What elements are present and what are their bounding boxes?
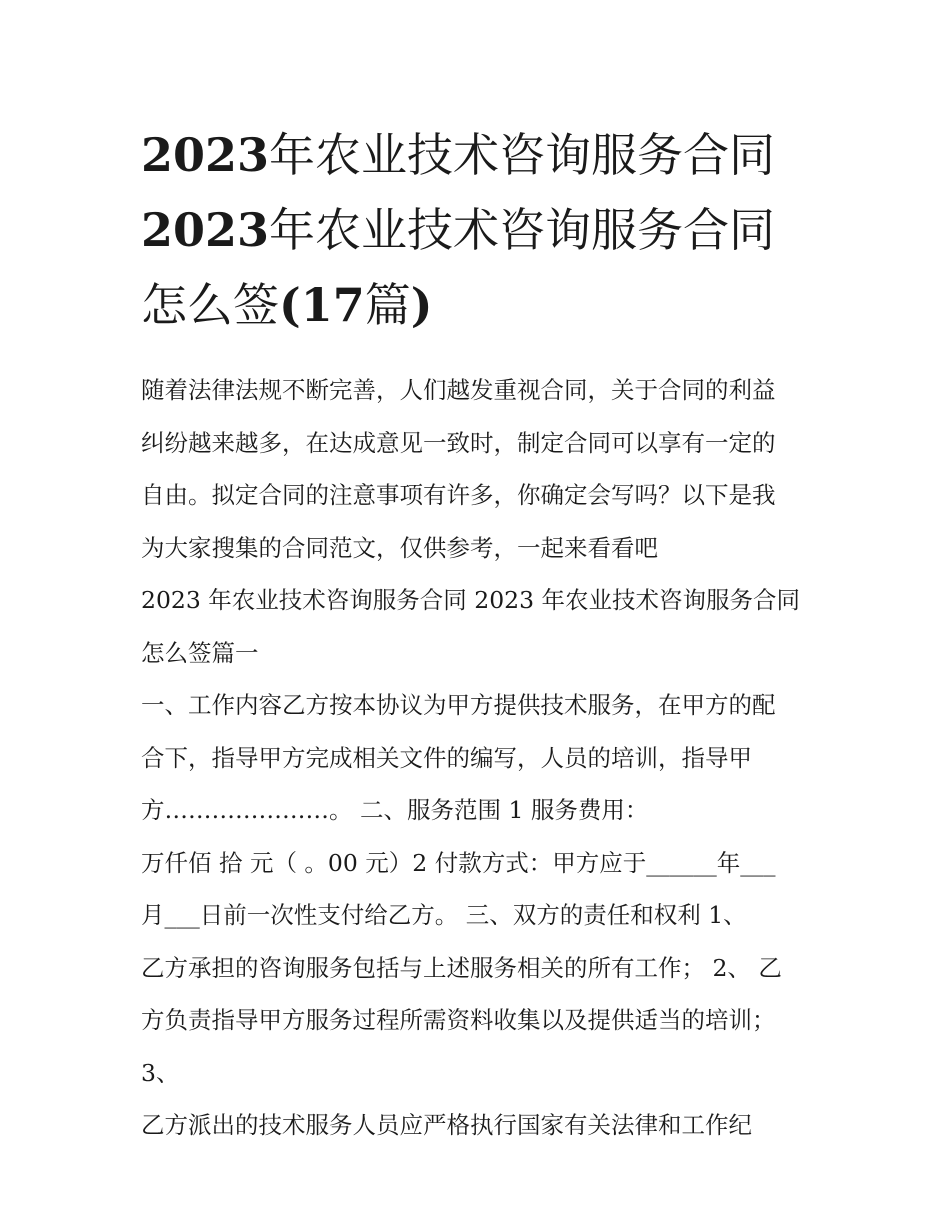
document-body bbox=[141, 364, 813, 1152]
title-text: 怎么签 bbox=[141, 278, 279, 332]
body-line: 方…………………。 二、服务范围 1 服务费用： bbox=[141, 796, 649, 824]
document-title bbox=[141, 118, 813, 343]
body-line: 2023 年农业技术咨询服务合同 2023 年农业技术咨询服务合同 bbox=[141, 586, 801, 614]
body-line: 纠纷越来越多，在达成意见一致时，制定合同可以享有一定的 bbox=[141, 428, 776, 457]
title-year: 2023 bbox=[141, 128, 270, 182]
body-line: 自由。拟定合同的注意事项有许多，你确定会写吗？以下是我 bbox=[141, 481, 776, 509]
body-line: 随着法律法规不断完善，人们越发重视合同，关于合同的利益 bbox=[141, 376, 776, 404]
body-line: 一、工作内容乙方按本协议为甲方提供技术服务，在甲方的配 bbox=[141, 691, 776, 719]
body-line: 合下，指导甲方完成相关文件的编写，人员的培训，指导甲 bbox=[141, 743, 752, 772]
title-count: (17 bbox=[279, 278, 365, 332]
title-line-3 bbox=[141, 268, 813, 343]
body-line: 乙方派出的技术服务人员应严格执行国家有关法律和工作纪 bbox=[141, 1111, 752, 1139]
title-line-2 bbox=[141, 193, 813, 268]
title-year: 2023 bbox=[141, 203, 270, 257]
title-text: 年农业技术咨询服务合同 bbox=[269, 128, 776, 182]
title-line-1 bbox=[141, 118, 813, 193]
body-line: 方负责指导甲方服务过程所需资料收集以及提供适当的培训； bbox=[141, 1006, 776, 1034]
body-line: 为大家搜集的合同范文，仅供参考，一起来看看吧 bbox=[141, 533, 658, 562]
body-line: 3、 bbox=[141, 1058, 180, 1087]
body-line: 月___日前一次性支付给乙方。 三、双方的责任和权利 1、 bbox=[141, 901, 747, 929]
body-line: 万仟佰 拾 元（ 。00 元）2 付款方式：甲方应于______年___ bbox=[141, 848, 776, 877]
title-text: 篇 bbox=[364, 278, 411, 332]
title-text: 年农业技术咨询服务合同 bbox=[269, 203, 776, 257]
body-line: 乙方承担的咨询服务包括与上述服务相关的所有工作； 2、 乙 bbox=[141, 953, 782, 982]
document-page bbox=[141, 118, 813, 1152]
body-line: 怎么签篇一 bbox=[141, 638, 259, 667]
title-paren: ) bbox=[410, 278, 433, 332]
